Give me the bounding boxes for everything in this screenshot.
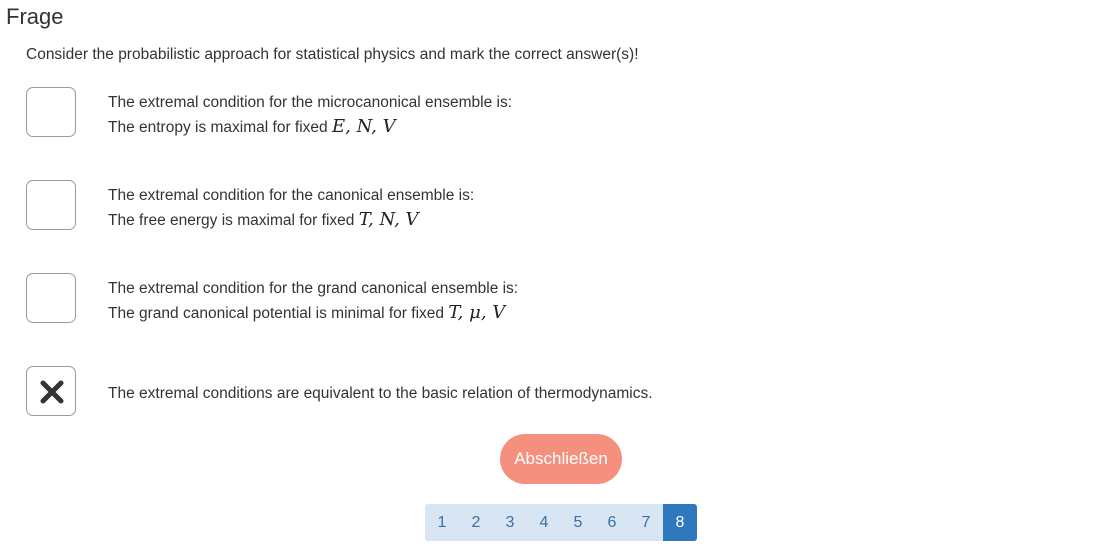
page-7-button[interactable]: 7 bbox=[629, 504, 663, 541]
answer-option bbox=[26, 366, 1086, 418]
math-variables: T, N, V bbox=[358, 209, 419, 230]
answer-text bbox=[108, 277, 518, 326]
answer-line-2 bbox=[108, 301, 518, 326]
cross-mark-icon bbox=[38, 378, 66, 406]
answer-checkbox[interactable] bbox=[26, 87, 76, 137]
answer-text bbox=[108, 382, 653, 406]
question-prompt: Consider the probabilistic approach for statistical physics and mark the correct answer(s)! bbox=[26, 46, 639, 63]
math-variables: T, μ, V bbox=[448, 302, 506, 323]
page-8-button-current[interactable]: 8 bbox=[663, 504, 697, 541]
answer-line-2-text: The entropy is maximal for fixed bbox=[108, 119, 332, 136]
math-variables: E, N, V bbox=[331, 116, 396, 137]
answer-text bbox=[108, 184, 474, 233]
answer-line-1: The extremal condition for the canonical ensemble is: bbox=[108, 187, 475, 204]
answer-checkbox-checked[interactable] bbox=[26, 366, 76, 416]
page-3-button[interactable]: 3 bbox=[493, 504, 527, 541]
answer-line-2 bbox=[108, 208, 474, 233]
answer-line-1: The extremal conditions are equivalent to the basic relation of thermodynamics. bbox=[108, 385, 653, 402]
page-1-button[interactable]: 1 bbox=[425, 504, 459, 541]
page-2-button[interactable]: 2 bbox=[459, 504, 493, 541]
page-4-button[interactable]: 4 bbox=[527, 504, 561, 541]
answer-line-1: The extremal condition for the grand canonical ensemble is: bbox=[108, 280, 519, 297]
finish-button[interactable]: Abschließen bbox=[500, 434, 622, 484]
pagination bbox=[425, 504, 697, 541]
page-6-button[interactable]: 6 bbox=[595, 504, 629, 541]
answer-line-1: The extremal condition for the microcanonical ensemble is: bbox=[108, 94, 513, 111]
answer-option bbox=[26, 180, 1086, 232]
answer-line-2-text: The free energy is maximal for fixed bbox=[108, 212, 359, 229]
answer-option bbox=[26, 273, 1086, 325]
answer-option bbox=[26, 87, 1086, 139]
answer-checkbox[interactable] bbox=[26, 180, 76, 230]
page-5-button[interactable]: 5 bbox=[561, 504, 595, 541]
answer-line-2 bbox=[108, 115, 512, 140]
answer-line-2-text: The grand canonical potential is minimal for fixed bbox=[108, 305, 449, 322]
page-title: Frage bbox=[6, 4, 64, 29]
answer-text bbox=[108, 91, 512, 140]
answer-checkbox[interactable] bbox=[26, 273, 76, 323]
